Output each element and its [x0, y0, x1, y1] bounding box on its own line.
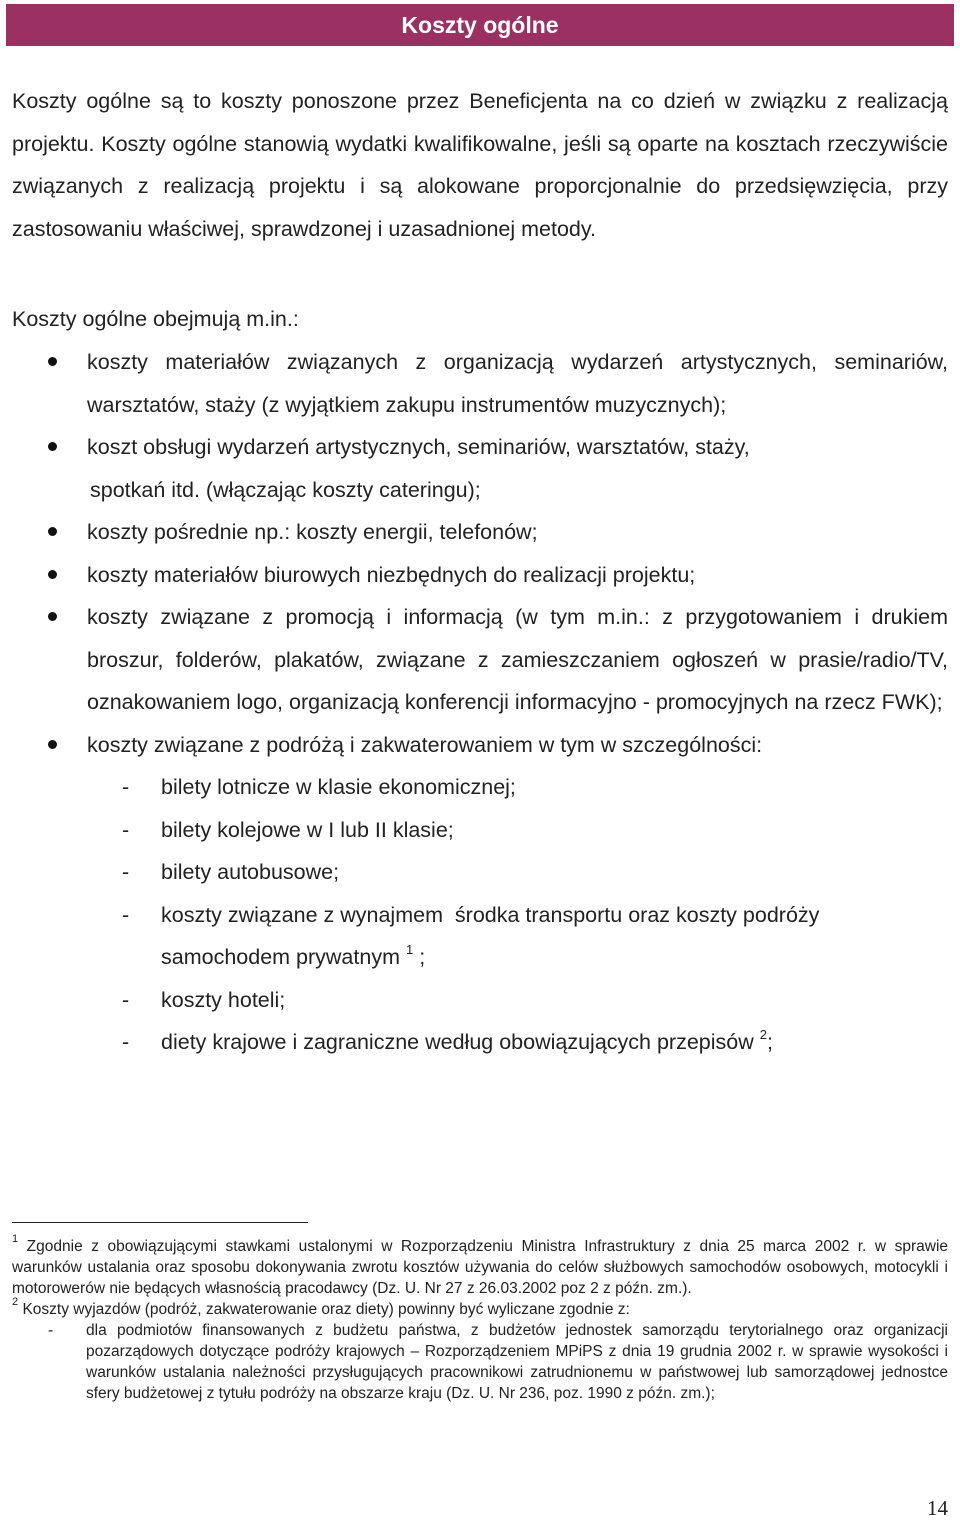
section-title-bar [6, 4, 954, 46]
dash-marker: - [122, 1030, 130, 1054]
list-item-text: koszty związane z podróżą i zakwaterowaniem w tym w szczególności: [87, 732, 763, 757]
travel-sublist [87, 766, 948, 1064]
footnote-ref[interactable]: 1 [405, 941, 414, 957]
dash-marker: - [122, 860, 130, 884]
footnote-subitem-text: dla podmiotów finansowanych z budżetu państwa, z budżetów jednostek samorządu terytorialnego oraz organizacji pozarządowych dotyczące podróży krajowych – Rozporządzeniem MPiPS z dnia 19 grudnia 2002 r. w sprawie wysokości i warunków ustalania należności przysługujących pracownikowi zatrudnionemu w państwowej lub samorządowej jednostce sfery budżetowej z tytułu podróży na obszarze kraju (Dz. U. Nr 236, poz. 1990 z późn. zm.); [86, 1322, 948, 1402]
cost-list [0, 341, 960, 1064]
bullet-icon [48, 612, 57, 621]
intro-paragraph: Koszty ogólne są to koszty ponoszone przez Beneficjenta na co dzień w związku z realizacją projektu. Koszty ogólne stanowią wydatki kwalifikowalne, jeśli są oparte na kosztach rzeczywiście związanych z realizacją projektu i są alokowane proporcjonalnie do przedsięwzięcia, przy zastosowaniu właściwej, sprawdzonej i uzasadnionej metody. [12, 89, 948, 241]
list-item [0, 426, 948, 511]
sublist-item [87, 1021, 948, 1064]
footnote-text: Zgodnie z obowiązującymi stawkami ustalonymi w Rozporządzeniu Ministra Infrastruktury z dnia 25 marca 2002 r. w sprawie warunków ustalania oraz sposobu dokonywania zwrotu kosztów używania do celów służbowych samochodów osobowych, motocykli i motorowerów nie będących własnością pracodawcy (Dz. U. Nr 27 z 26.03.2002 poz 2 z późn. zm.). [12, 1238, 949, 1297]
sublist-item-text: koszty związane z wynajmem środka transportu oraz koszty podróży [161, 902, 820, 927]
sublist-item-text: bilety lotnicze w klasie ekonomicznej; [161, 775, 516, 799]
list-item [0, 724, 948, 1064]
page-number: 14 [927, 1496, 948, 1520]
sublist-item [87, 809, 948, 852]
list-item-text: koszty materiałów biurowych niezbędnych do realizacji projektu; [87, 562, 696, 587]
sublist-item [87, 851, 948, 894]
list-item-text: koszty związane z promocją i informacją (w tym m.in.: z przygotowaniem i drukiem broszur, folderów, plakatów, związane z zamieszczaniem ogłoszeń w prasie/radio/TV, oznakowaniem logo, organizacją konferencji informacyjno - promocyjnych na rzecz FWK); [87, 605, 948, 714]
footnote-2 [12, 1295, 948, 1320]
footnote-2-subitem [12, 1320, 948, 1404]
footnote-mark: 2 [12, 1295, 19, 1308]
section-title: Koszty ogólne [401, 11, 559, 38]
bullet-icon [48, 570, 57, 579]
sublist-item-text: diety krajowe i zagraniczne według obowiązujących przepisów [161, 1030, 760, 1054]
list-item [0, 554, 948, 597]
dash-marker: - [122, 775, 130, 799]
footnote-text: Koszty wyjazdów (podróż, zakwaterowanie oraz diety) powinny być wyliczane zgodnie z: [22, 1301, 630, 1318]
footnote-separator [12, 1222, 308, 1223]
list-item-text: koszty materiałów związanych z organizacją wydarzeń artystycznych, seminariów, warsztatów, staży (z wyjątkiem zakupu instrumentów muzycznych); [87, 350, 948, 417]
sublist-item-end: ; [766, 1030, 773, 1054]
footnote-mark: 1 [12, 1232, 19, 1245]
sublist-item-end: ; [419, 945, 426, 969]
sublist-item-text: bilety autobusowe; [161, 860, 340, 884]
bullet-icon [48, 527, 57, 536]
bullet-icon [48, 442, 57, 451]
footnote-1 [12, 1232, 949, 1299]
list-intro: Koszty ogólne obejmują m.in.: [12, 307, 299, 331]
bullet-icon [48, 740, 57, 749]
footnotes [12, 1232, 949, 1404]
list-item-text-continued: spotkań itd. (włączając koszty cateringu); [90, 477, 481, 502]
sublist-item [87, 766, 948, 809]
sublist-item [87, 979, 948, 1022]
dash-marker: - [48, 1322, 54, 1339]
sublist-item-text-continued: samochodem prywatnym [161, 945, 400, 969]
sublist-item-text: koszty hoteli; [161, 987, 286, 1012]
sublist-item [87, 894, 948, 979]
footnote-ref[interactable]: 2 [759, 1026, 767, 1042]
dash-marker: - [122, 902, 130, 927]
list-item [0, 341, 948, 426]
list-item [0, 596, 948, 724]
list-item-text: koszty pośrednie np.: koszty energii, telefonów; [87, 520, 538, 544]
list-item [0, 511, 948, 554]
list-item-text: koszt obsługi wydarzeń artystycznych, seminariów, warsztatów, staży, [87, 435, 750, 459]
bullet-icon [48, 357, 57, 366]
dash-marker: - [122, 817, 130, 842]
dash-marker: - [122, 987, 130, 1012]
sublist-item-text: bilety kolejowe w I lub II klasie; [161, 817, 454, 842]
